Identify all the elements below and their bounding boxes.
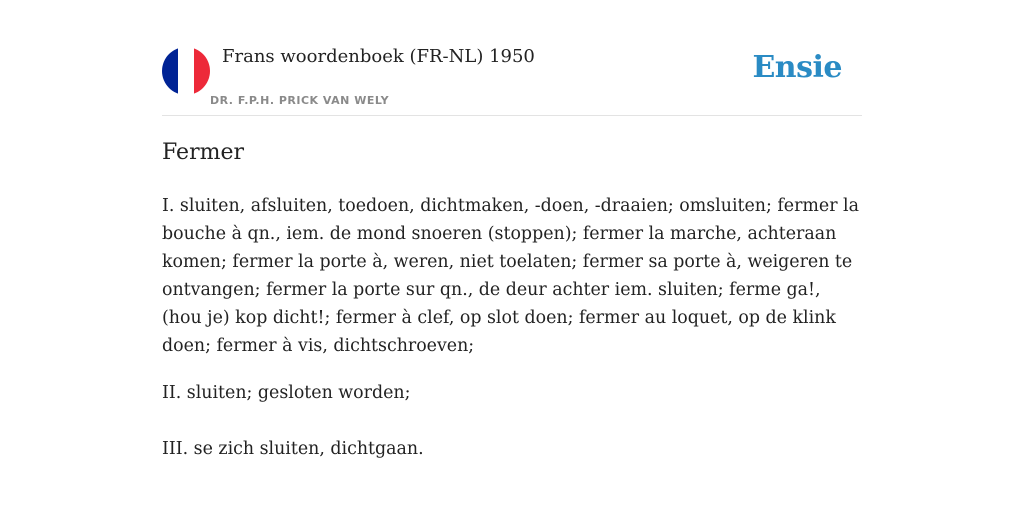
ensie-logo[interactable]: Ensie	[752, 50, 842, 85]
dictionary-author: DR. F.P.H. PRICK VAN WELY	[210, 94, 390, 107]
definition-list	[162, 192, 862, 463]
flag-stripe-white	[178, 47, 194, 95]
french-flag-icon	[162, 47, 210, 95]
entry-word: Fermer	[162, 140, 244, 165]
definition-3: III. se zich sluiten, dichtgaan.	[162, 439, 424, 459]
flag-stripe-red	[194, 47, 210, 95]
flag-stripe-blue	[162, 47, 178, 95]
definition-2: II. sluiten; gesloten worden;	[162, 383, 411, 403]
dictionary-header	[162, 0, 862, 116]
dictionary-entry-card	[162, 0, 862, 512]
definition-1: I. sluiten, afsluiten, toedoen, dichtmaken, -doen, -draaien; omsluiten; fermer la bouche à qn., iem. de mond snoeren (stoppen); fermer la marche, achteraan komen; fermer la porte à, weren, niet toelaten; fermer sa porte à, weigeren te ontvangen; fermer la porte sur qn., de deur achter iem. sluiten; ferme ga!, (hou je) kop dicht!; fermer à clef, op slot doen; fermer au loquet, op de klink doen; fermer à vis, dichtschroeven;	[162, 196, 859, 356]
dictionary-title[interactable]: Frans woordenboek (FR-NL) 1950	[222, 46, 535, 67]
